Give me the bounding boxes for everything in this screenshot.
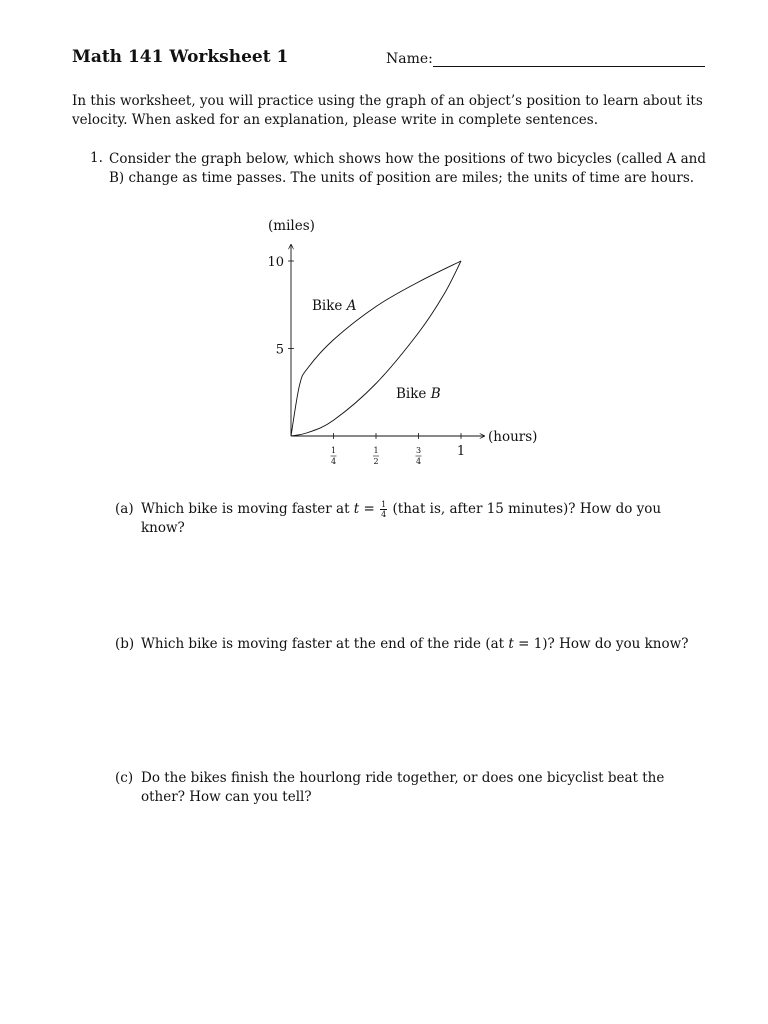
question-1-text: Consider the graph below, which shows how the positions of two bicycles (called A and B) change as time passes. The units of position are miles; the units of time are hours. <box>109 151 706 186</box>
x-tick-label: 1 <box>456 444 466 459</box>
x-tick-label-denominator: 4 <box>415 457 422 466</box>
part-a-text-after: (that is, after 15 minutes)? How do you know? <box>141 501 662 536</box>
x-tick-label-denominator: 4 <box>330 457 337 466</box>
question-1-number: 1. <box>90 150 103 166</box>
part-b-text-after: = 1)? How do you know? <box>518 636 689 652</box>
x-axis-label: (hours) <box>488 429 538 445</box>
part-c-label: (c) <box>115 770 134 786</box>
worksheet-title: Math 141 Worksheet 1 <box>72 47 289 67</box>
series-label-bike-b: Bike B <box>396 386 441 402</box>
intro-paragraph: In this worksheet, you will practice using the graph of an object’s position to learn about its velocity. When asked for an explanation, please write in complete sentences. <box>72 93 703 128</box>
part-b-variable: t <box>508 636 514 652</box>
name-blank-line[interactable] <box>433 66 705 67</box>
name-label: Name: <box>386 51 433 67</box>
y-tick-label: 10 <box>267 255 284 270</box>
axis-ticks <box>267 255 465 466</box>
part-a-fraction: $\frac{1}{4}$ <box>381 500 387 519</box>
part-a-label: (a) <box>115 501 134 517</box>
y-axis-label: (miles) <box>268 218 315 234</box>
part-a-equals: = <box>363 501 375 517</box>
part-b-label: (b) <box>115 636 135 652</box>
part-a-variable: t <box>353 501 360 517</box>
position-time-graph <box>250 210 550 470</box>
series-line-bike-b <box>291 261 461 436</box>
part-b-text-before: Which bike is moving faster at the end of the ride (at <box>141 636 505 652</box>
series-lines <box>291 261 461 436</box>
y-tick-label: 5 <box>275 342 284 358</box>
x-tick-label-numerator: 1 <box>373 446 379 455</box>
part-b-question <box>141 635 709 654</box>
part-a-text-before: Which bike is moving faster at <box>141 501 350 517</box>
part-c-question: Do the bikes finish the hourlong ride together, or does one bicyclist beat the other? How can you tell? <box>141 770 665 805</box>
part-a-question <box>141 500 709 538</box>
series-line-bike-a <box>291 261 461 436</box>
x-tick-label-numerator: 1 <box>330 446 337 455</box>
x-tick-label-numerator: 3 <box>415 446 422 455</box>
x-tick-label-denominator: 2 <box>373 457 379 466</box>
series-label-bike-a: Bike A <box>312 298 357 314</box>
